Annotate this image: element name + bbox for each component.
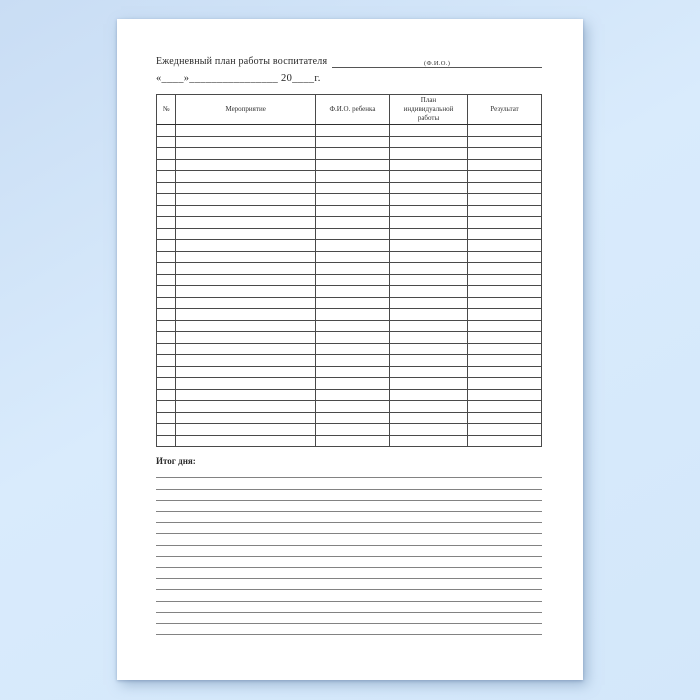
empty-cell	[157, 228, 176, 240]
empty-cell	[176, 343, 316, 355]
empty-cell	[157, 171, 176, 183]
empty-cell	[316, 182, 390, 194]
empty-cell	[468, 378, 542, 390]
column-header: №	[157, 95, 176, 125]
empty-cell	[389, 194, 467, 206]
empty-cell	[176, 320, 316, 332]
empty-cell	[389, 205, 467, 217]
empty-cell	[157, 148, 176, 160]
summary-ruled-lines	[156, 467, 542, 635]
empty-cell	[468, 366, 542, 378]
empty-cell	[468, 320, 542, 332]
empty-cell	[176, 435, 316, 447]
empty-cell	[157, 125, 176, 137]
empty-cell	[468, 136, 542, 148]
empty-cell	[468, 332, 542, 344]
empty-cell	[468, 228, 542, 240]
empty-cell	[176, 366, 316, 378]
empty-cell	[157, 286, 176, 298]
table-row	[157, 286, 542, 298]
empty-cell	[176, 240, 316, 252]
empty-cell	[316, 205, 390, 217]
empty-cell	[316, 297, 390, 309]
empty-cell	[157, 263, 176, 275]
empty-cell	[157, 136, 176, 148]
empty-cell	[468, 159, 542, 171]
empty-cell	[389, 171, 467, 183]
table-row	[157, 251, 542, 263]
empty-cell	[389, 320, 467, 332]
empty-cell	[176, 125, 316, 137]
empty-cell	[389, 251, 467, 263]
table-row	[157, 125, 542, 137]
empty-cell	[157, 240, 176, 252]
empty-cell	[389, 401, 467, 413]
empty-cell	[157, 205, 176, 217]
table-row	[157, 263, 542, 275]
empty-cell	[176, 148, 316, 160]
empty-cell	[157, 251, 176, 263]
empty-cell	[176, 182, 316, 194]
ruled-line	[156, 590, 542, 601]
empty-cell	[468, 412, 542, 424]
empty-cell	[468, 182, 542, 194]
empty-cell	[316, 332, 390, 344]
empty-cell	[157, 378, 176, 390]
empty-cell	[316, 125, 390, 137]
empty-cell	[468, 309, 542, 321]
empty-cell	[389, 125, 467, 137]
document-page	[117, 19, 583, 680]
empty-cell	[176, 251, 316, 263]
page-content	[156, 19, 542, 635]
empty-cell	[176, 194, 316, 206]
empty-cell	[468, 251, 542, 263]
empty-cell	[468, 217, 542, 229]
empty-cell	[389, 182, 467, 194]
form-title: Ежедневный план работы воспитателя	[156, 56, 328, 67]
empty-cell	[389, 263, 467, 275]
table-row	[157, 332, 542, 344]
table-row	[157, 240, 542, 252]
empty-cell	[389, 355, 467, 367]
table-row	[157, 274, 542, 286]
table-row	[157, 159, 542, 171]
empty-cell	[468, 274, 542, 286]
empty-cell	[157, 389, 176, 401]
empty-cell	[316, 378, 390, 390]
empty-cell	[157, 435, 176, 447]
empty-cell	[176, 297, 316, 309]
empty-cell	[316, 389, 390, 401]
empty-cell	[389, 286, 467, 298]
table-row	[157, 412, 542, 424]
empty-cell	[389, 332, 467, 344]
empty-cell	[389, 217, 467, 229]
empty-cell	[468, 171, 542, 183]
table-row	[157, 401, 542, 413]
empty-cell	[316, 148, 390, 160]
form-title-row	[156, 56, 542, 68]
empty-cell	[389, 435, 467, 447]
empty-cell	[176, 401, 316, 413]
empty-cell	[176, 136, 316, 148]
empty-cell	[468, 389, 542, 401]
empty-cell	[389, 389, 467, 401]
empty-cell	[316, 263, 390, 275]
empty-cell	[157, 412, 176, 424]
date-blank-line: «____»________________ 20____г.	[156, 73, 321, 84]
empty-cell	[157, 217, 176, 229]
table-row	[157, 194, 542, 206]
empty-cell	[389, 148, 467, 160]
empty-cell	[316, 194, 390, 206]
empty-cell	[389, 274, 467, 286]
ruled-line	[156, 501, 542, 512]
table-row	[157, 217, 542, 229]
empty-cell	[316, 435, 390, 447]
empty-cell	[316, 355, 390, 367]
empty-cell	[316, 274, 390, 286]
name-blank-line	[332, 56, 542, 68]
empty-cell	[157, 274, 176, 286]
empty-cell	[176, 217, 316, 229]
empty-cell	[176, 286, 316, 298]
empty-cell	[176, 309, 316, 321]
empty-cell	[176, 378, 316, 390]
empty-cell	[176, 332, 316, 344]
empty-cell	[468, 424, 542, 436]
table-row	[157, 297, 542, 309]
empty-cell	[176, 159, 316, 171]
empty-cell	[157, 194, 176, 206]
table-row	[157, 148, 542, 160]
empty-cell	[389, 228, 467, 240]
daily-plan-table	[156, 94, 542, 447]
column-header: План индивидуальной работы	[389, 95, 467, 125]
column-header: Результат	[468, 95, 542, 125]
empty-cell	[389, 136, 467, 148]
empty-cell	[316, 412, 390, 424]
empty-cell	[176, 274, 316, 286]
table-row	[157, 309, 542, 321]
empty-cell	[316, 171, 390, 183]
table-row	[157, 435, 542, 447]
ruled-line	[156, 534, 542, 545]
empty-cell	[468, 148, 542, 160]
table-row	[157, 366, 542, 378]
empty-cell	[157, 366, 176, 378]
empty-cell	[316, 217, 390, 229]
empty-cell	[468, 263, 542, 275]
table-row	[157, 205, 542, 217]
empty-cell	[316, 251, 390, 263]
table-row	[157, 424, 542, 436]
table-body	[157, 125, 542, 447]
empty-cell	[468, 205, 542, 217]
ruled-line	[156, 478, 542, 489]
table-row	[157, 378, 542, 390]
empty-cell	[157, 343, 176, 355]
ruled-line	[156, 613, 542, 624]
column-header: Ф.И.О. ребенка	[316, 95, 390, 125]
empty-cell	[176, 389, 316, 401]
table-row	[157, 228, 542, 240]
empty-cell	[316, 401, 390, 413]
ruled-line	[156, 624, 542, 635]
empty-cell	[176, 205, 316, 217]
empty-cell	[176, 424, 316, 436]
ruled-line	[156, 568, 542, 579]
column-header: Мероприятие	[176, 95, 316, 125]
empty-cell	[176, 263, 316, 275]
ruled-line	[156, 546, 542, 557]
empty-cell	[316, 343, 390, 355]
table-row	[157, 389, 542, 401]
ruled-line	[156, 523, 542, 534]
empty-cell	[157, 424, 176, 436]
empty-cell	[468, 355, 542, 367]
empty-cell	[316, 366, 390, 378]
empty-cell	[316, 286, 390, 298]
empty-cell	[316, 309, 390, 321]
table-row	[157, 171, 542, 183]
empty-cell	[176, 171, 316, 183]
empty-cell	[468, 435, 542, 447]
empty-cell	[157, 332, 176, 344]
empty-cell	[316, 159, 390, 171]
table-row	[157, 355, 542, 367]
empty-cell	[468, 297, 542, 309]
empty-cell	[316, 424, 390, 436]
empty-cell	[316, 136, 390, 148]
empty-cell	[389, 297, 467, 309]
ruled-line	[156, 579, 542, 590]
empty-cell	[468, 286, 542, 298]
empty-cell	[389, 412, 467, 424]
empty-cell	[176, 355, 316, 367]
empty-cell	[157, 159, 176, 171]
empty-cell	[176, 228, 316, 240]
empty-cell	[468, 194, 542, 206]
empty-cell	[316, 228, 390, 240]
fio-caption: (Ф.И.О.)	[424, 60, 451, 67]
empty-cell	[157, 320, 176, 332]
empty-cell	[468, 401, 542, 413]
empty-cell	[157, 182, 176, 194]
empty-cell	[157, 401, 176, 413]
ruled-line	[156, 490, 542, 501]
empty-cell	[389, 366, 467, 378]
empty-cell	[176, 412, 316, 424]
empty-cell	[389, 424, 467, 436]
empty-cell	[468, 343, 542, 355]
ruled-line	[156, 467, 542, 478]
table-row	[157, 343, 542, 355]
empty-cell	[389, 309, 467, 321]
empty-cell	[468, 125, 542, 137]
empty-cell	[389, 378, 467, 390]
empty-cell	[316, 320, 390, 332]
table-header-row	[157, 95, 542, 125]
ruled-line	[156, 557, 542, 568]
empty-cell	[468, 240, 542, 252]
summary-label: Итог дня:	[156, 456, 196, 467]
table-row	[157, 136, 542, 148]
empty-cell	[316, 240, 390, 252]
table-row	[157, 182, 542, 194]
table-row	[157, 320, 542, 332]
empty-cell	[389, 159, 467, 171]
empty-cell	[389, 343, 467, 355]
empty-cell	[157, 355, 176, 367]
empty-cell	[389, 240, 467, 252]
ruled-line	[156, 602, 542, 613]
ruled-line	[156, 512, 542, 523]
empty-cell	[157, 297, 176, 309]
empty-cell	[157, 309, 176, 321]
